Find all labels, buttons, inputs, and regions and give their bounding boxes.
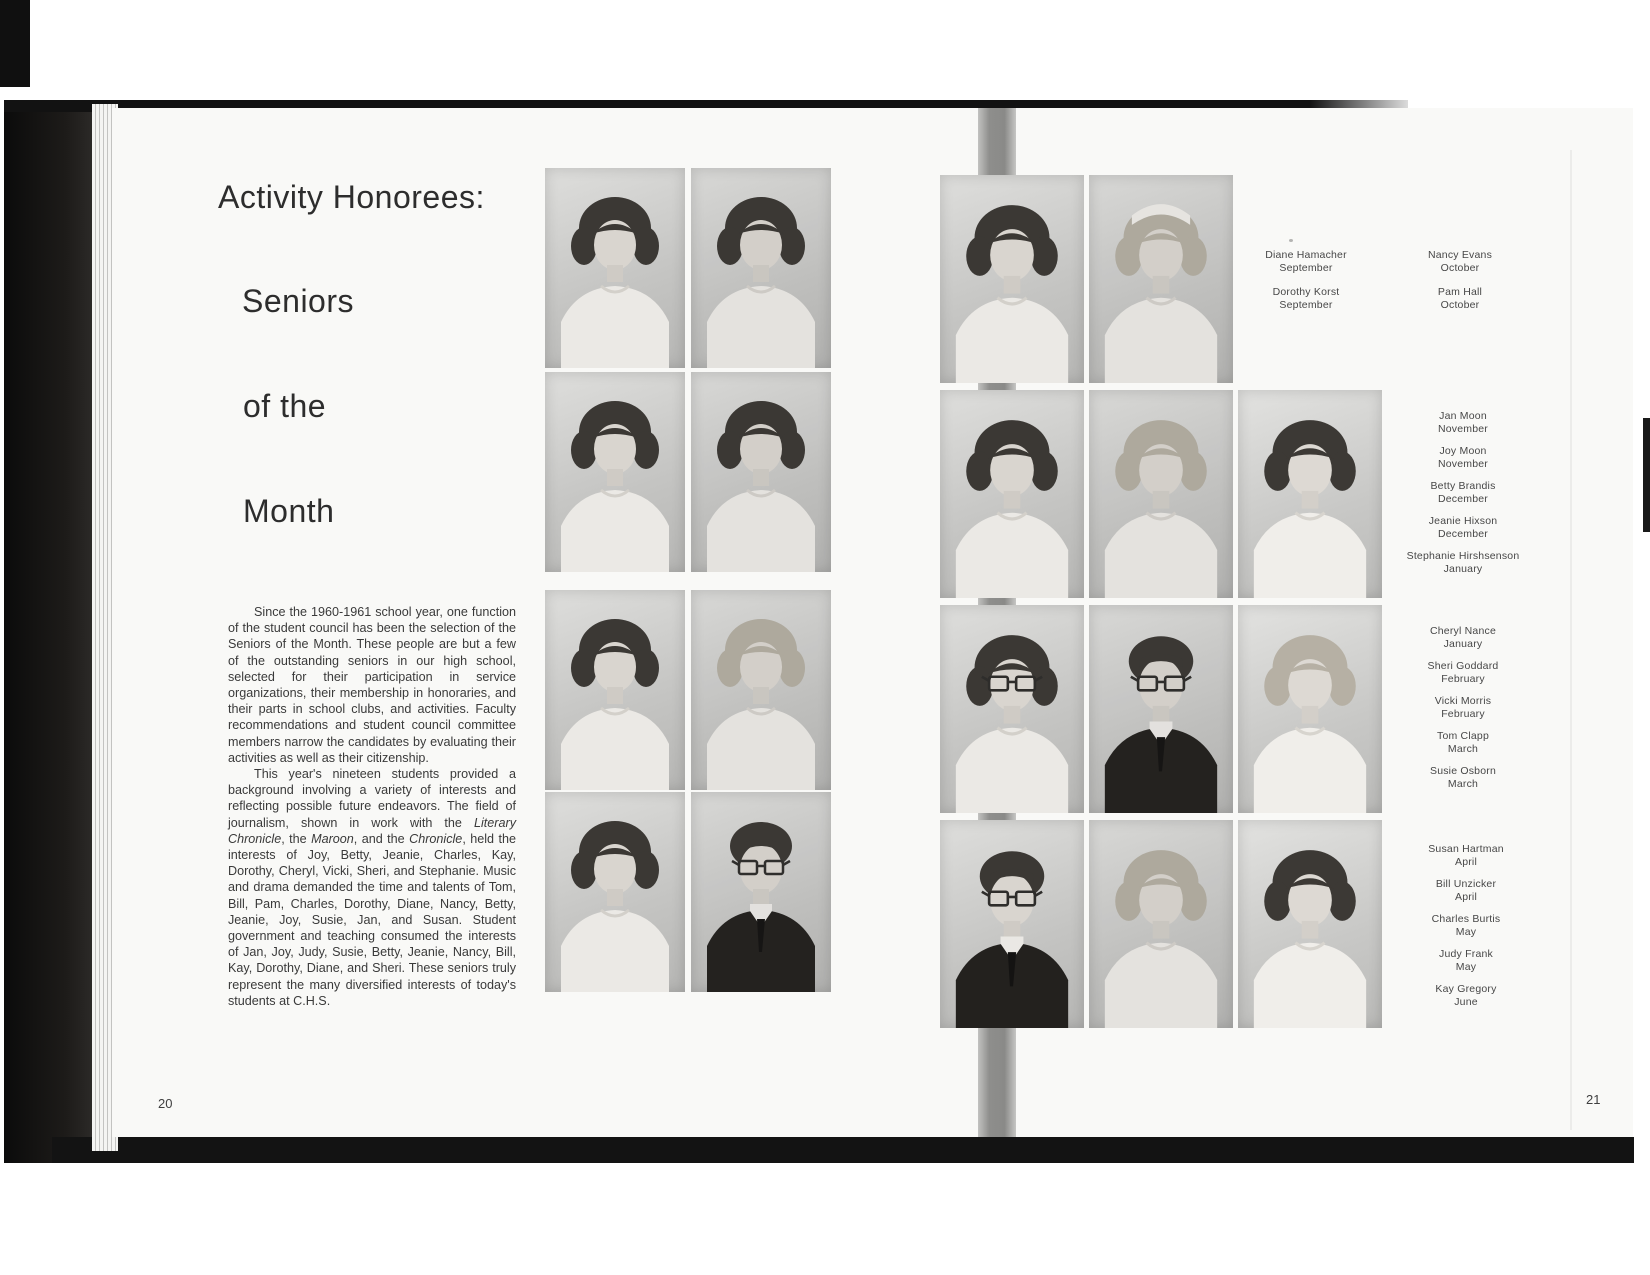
intro-paragraph-1: Since the 1960-1961 school year, one function of the student council has been the selection of the Seniors of the Month. These people are but a few of the outstanding seniors in our high school, selected for their participation in service organizations, their membership in honoraries, and their parts in school clubs, and activities. Faculty recommendations and student council committee members narrow the candidates by evaluating their activities as well as their citizenship.: [228, 605, 516, 765]
honoree-caption: [1373, 410, 1553, 436]
book-cover-left-edge: [4, 100, 92, 1163]
honoree-name: Bill Unzicker: [1435, 878, 1497, 890]
honoree-name: Charles Burtis: [1431, 913, 1501, 925]
honoree-month: October: [1440, 299, 1480, 311]
honoree-name: Vicki Morris: [1434, 695, 1492, 707]
portrait-photo-girl-dark-hair: [1238, 390, 1382, 598]
portrait-photo-girl-blonde-hair: [1089, 390, 1233, 598]
portrait-photo-girl-dark-hair: [940, 390, 1084, 598]
portrait-row: [940, 820, 1382, 1028]
title-line: Month: [243, 493, 335, 529]
intro-paragraph-2: This year's nineteen students provided a background involving a variety of interests and reflecting possible future endeavors. The field of journalism, shown in work with the Literary Chronicle, the Maroon, and the Chronicle, held the interests of Joy, Betty, Jeanie, Charles, Kay, Dorothy, Cheryl, Vicki, Sheri, and Stephanie. Music and drama demanded the time and talents of Tom, Bill, Pam, Charles, Dorothy, Diane, Nancy, Betty, Jeanie, Joy, Susie, Jan, and Susan. Student government and teaching consumed the interests of Jan, Joy, Judy, Susie, Betty, Jeanie, Nancy, Bill, Kay, Dorothy, Diane, and Sheri. These seniors truly represent the many diversified interests of today's students at C.H.S.: [228, 767, 516, 1008]
portrait-row: [545, 168, 831, 368]
honoree-caption: [1373, 625, 1553, 651]
honoree-name: Pam Hall: [1437, 286, 1483, 298]
honoree-month: May: [1455, 961, 1477, 973]
honoree-caption: [1373, 730, 1553, 756]
honoree-name: Kay Gregory: [1435, 983, 1497, 995]
portrait-photo-girl-dark-hair: [691, 168, 831, 368]
honoree-month: May: [1455, 926, 1477, 938]
portrait-row: [940, 605, 1382, 813]
honoree-caption: [1376, 948, 1556, 974]
scan-speck: [1289, 239, 1293, 242]
honoree-name: Jeanie Hixson: [1428, 515, 1498, 527]
honoree-caption: [1376, 913, 1556, 939]
portrait-photo-girl-dark-hair: [545, 792, 685, 992]
honoree-month: September: [1279, 299, 1333, 311]
title-line: Seniors: [242, 283, 354, 319]
portrait-photo-girl-dark-hair: [545, 168, 685, 368]
honoree-caption: [1376, 983, 1556, 1009]
honoree-name: Susan Hartman: [1428, 843, 1504, 855]
honoree-name: Dorothy Korst: [1272, 286, 1340, 298]
portrait-photo-girl-blonde-hair: [691, 590, 831, 790]
honoree-caption: [1216, 286, 1396, 312]
portrait-row: [545, 792, 831, 992]
portrait-photo-girl-headband-blonde: [1089, 175, 1233, 383]
portrait-photo-boy-suit-glasses: [1089, 605, 1233, 813]
honoree-caption-column: [1373, 625, 1553, 800]
honoree-month: February: [1441, 673, 1485, 685]
honoree-caption: [1376, 878, 1556, 904]
title-line: of the: [243, 388, 327, 424]
honoree-month: April: [1454, 856, 1477, 868]
honoree-caption-column: [1376, 843, 1556, 1018]
portrait-photo-girl-dark-hair: [545, 590, 685, 790]
honoree-caption-column: [1216, 249, 1396, 323]
portrait-photo-girl-blonde-hair: [1238, 605, 1382, 813]
portrait-photo-girl-dark-hair: [940, 175, 1084, 383]
honoree-name: Sheri Goddard: [1427, 660, 1499, 672]
portrait-row: [545, 590, 831, 790]
honoree-month: March: [1447, 778, 1479, 790]
page-edge-shadow: [1570, 150, 1572, 1130]
honoree-caption-column: [1373, 410, 1553, 585]
honoree-month: November: [1437, 423, 1489, 435]
title-line: Activity Honorees:: [218, 179, 485, 215]
honoree-name: Stephanie Hirshsenson: [1406, 550, 1520, 562]
honoree-month: June: [1454, 996, 1478, 1008]
intro-text: [228, 604, 516, 1009]
honoree-month: October: [1440, 262, 1480, 274]
honoree-name: Judy Frank: [1439, 948, 1493, 960]
honoree-caption: [1216, 249, 1396, 275]
portrait-row: [545, 372, 831, 572]
honoree-name: Diane Hamacher: [1265, 249, 1347, 261]
page-number-right: 21: [1586, 1092, 1601, 1107]
honoree-caption: [1376, 843, 1556, 869]
honoree-name: Betty Brandis: [1430, 480, 1496, 492]
honoree-caption: [1373, 550, 1553, 576]
portrait-photo-girl-dark-hair: [1238, 820, 1382, 1028]
honoree-month: March: [1447, 743, 1479, 755]
honoree-caption: [1373, 480, 1553, 506]
honoree-month: February: [1441, 708, 1485, 720]
honoree-name: Nancy Evans: [1427, 249, 1493, 261]
honoree-caption: [1373, 660, 1553, 686]
honoree-month: April: [1454, 891, 1477, 903]
portrait-photo-boy-suit-glasses: [940, 820, 1084, 1028]
honoree-caption: [1373, 765, 1553, 791]
honoree-month: December: [1437, 493, 1489, 505]
portrait-photo-girl-blonde-hair: [1089, 820, 1233, 1028]
honoree-name: Susie Osborn: [1429, 765, 1496, 777]
honoree-month: January: [1443, 563, 1483, 575]
portrait-row: [940, 175, 1233, 383]
honoree-caption: [1370, 249, 1550, 275]
portrait-photo-girl-dark-hair: [691, 372, 831, 572]
honoree-name: Joy Moon: [1439, 445, 1487, 457]
honoree-month: January: [1443, 638, 1483, 650]
honoree-month: September: [1279, 262, 1333, 274]
honoree-caption: [1370, 286, 1550, 312]
honoree-caption: [1373, 515, 1553, 541]
honoree-name: Cheryl Nance: [1429, 625, 1496, 637]
portrait-row: [940, 390, 1382, 598]
scan-edge-artifact: [1643, 418, 1650, 532]
portrait-photo-girl-dark-glasses: [940, 605, 1084, 813]
portrait-photo-girl-dark-hair: [545, 372, 685, 572]
book-cover-bottom-edge: [52, 1137, 1634, 1163]
honoree-name: Jan Moon: [1439, 410, 1487, 422]
honoree-caption: [1373, 695, 1553, 721]
scan-edge-artifact: [0, 0, 30, 87]
portrait-photo-boy-suit-glasses: [691, 792, 831, 992]
honoree-caption-column: [1370, 249, 1550, 323]
honoree-month: November: [1437, 458, 1489, 470]
page-number-left: 20: [158, 1096, 173, 1111]
honoree-caption: [1373, 445, 1553, 471]
honoree-name: Tom Clapp: [1437, 730, 1489, 742]
honoree-month: December: [1437, 528, 1489, 540]
